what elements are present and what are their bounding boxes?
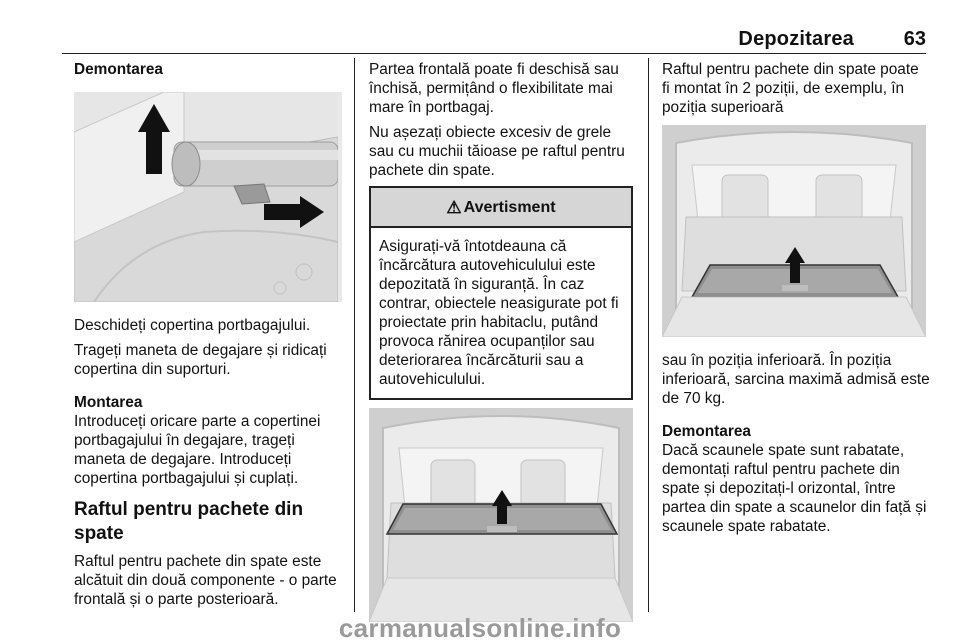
text-two-positions: Raftul pentru pachete din spate poate fi montat în 2 poziții, de exemplu, în poziția superioară: [662, 61, 919, 116]
column-divider-1: [354, 58, 355, 612]
text-montare: Introduceți oricare parte a copertinei portbagajului în degajare, trageți maneta de degajare. Introduceți copertina portbagajului și cuplați.: [74, 413, 321, 487]
shelf-lower-illustration: [369, 408, 633, 622]
warning-box: [369, 186, 633, 400]
column-3: [662, 60, 930, 542]
figure-shelf-upper: [662, 125, 926, 337]
warning-header: [371, 188, 631, 228]
heading-raft: Raftul pentru pachete din spate: [74, 499, 304, 544]
heading-montare: Montarea: [74, 394, 143, 411]
warning-text: Asigurați-vă întotdeauna că încărcătura autovehiculului este depozitată în siguranță. În caz contrar, obiectele neasigurate pot fi proiectate prin habitaclu, putând provoca rănirea ocupanților sau deteriorarea încărcăturii sau a autovehiculului.: [379, 238, 619, 388]
header-rule: [62, 53, 926, 54]
column-divider-2: [648, 58, 649, 612]
text-demontare-2: Dacă scaunele spate sunt rabatate, demontați raftul pentru pachete din spate și depozitați-l orizontal, între partea din spate a scaunelor din față și scaunele spate rabatate.: [662, 442, 927, 535]
text-no-heavy: Nu așezați obiecte excesiv de grele sau cu muchii tăioase pe raftul pentru pachete din spate.: [369, 124, 625, 179]
text-front-part: Partea frontală poate fi deschisă sau închisă, permițând o flexibilitate mai mare în portbagaj.: [369, 61, 619, 116]
watermark: carmanualsonline.info: [338, 613, 622, 642]
column-2: [369, 60, 633, 622]
column-1: [74, 60, 342, 615]
cover-removal-illustration: [74, 92, 338, 302]
text-lower-position: sau în poziția inferioară. În poziția inferioară, sarcina maximă admisă este de 70 kg.: [662, 352, 930, 407]
warning-title: Avertisment: [463, 198, 556, 216]
page-header: [0, 26, 960, 54]
figure-cover-removal: [74, 92, 342, 302]
page-number: 63: [903, 28, 926, 50]
figure-shelf-lower: [369, 408, 633, 622]
warning-icon: ⚠: [446, 197, 462, 217]
text-open-cover: Deschideți copertina portbagajului.: [74, 317, 311, 334]
shelf-upper-illustration: [662, 125, 926, 337]
text-pull-lever: Trageți maneta de degajare și ridicați copertina din suporturi.: [74, 342, 327, 378]
heading-demontare-2: Demontarea: [662, 423, 751, 440]
heading-demontare: Demontarea: [74, 61, 163, 78]
section-title: Depozitarea: [738, 28, 854, 50]
text-raft: Raftul pentru pachete din spate este alcătuit din două componente - o parte frontală și o parte posterioară.: [74, 553, 337, 608]
